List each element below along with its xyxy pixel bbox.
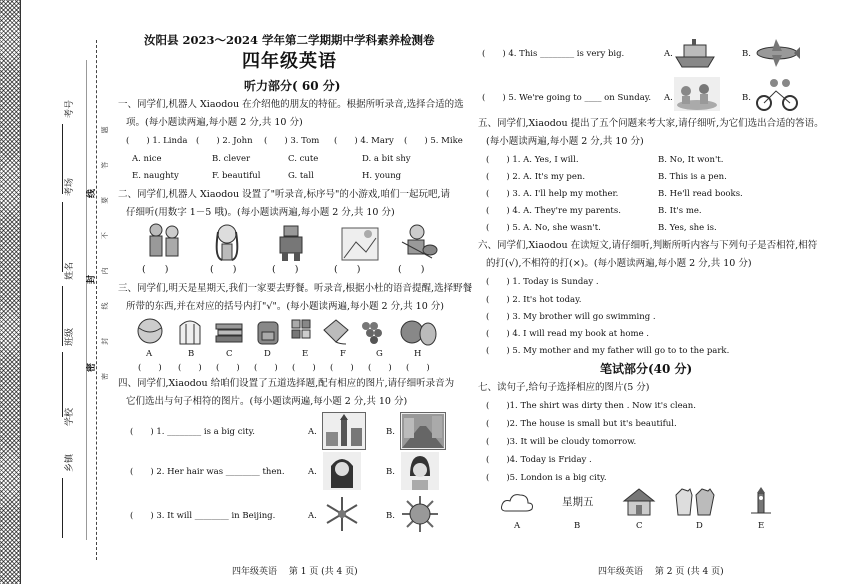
q3-letter-d: D — [264, 349, 271, 359]
q4-instruction: 四、同学们,Xiaodou 给咱们设置了五道选择题,配有相应的图片,请仔细听录音为 — [118, 378, 455, 389]
q4-item-3-a: A. — [308, 511, 317, 521]
q6-item-2[interactable]: ( ) 2. It's hot today. — [486, 295, 582, 305]
q1-option-b: B. clever — [212, 154, 251, 164]
q5-item-5-a[interactable]: ( ) 5. A. No, she wasn't. — [486, 223, 601, 233]
q5-item-5-b[interactable]: B. Yes, she is. — [658, 223, 717, 233]
q4-item-1[interactable]: ( ) 1. ________ is a big city. — [130, 427, 255, 437]
q3-letter-a: A — [146, 349, 153, 359]
q5-item-2-a[interactable]: ( ) 2. A. It's my pen. — [486, 172, 586, 182]
listening-header: 听力部分( 60 分) — [244, 79, 341, 93]
page-1-footer: 四年级英语 第 1 页 (共 4 页) — [232, 567, 358, 577]
q1-option-a: A. nice — [132, 154, 162, 164]
q7-letter-e: E — [758, 521, 765, 531]
ship-icon[interactable] — [674, 36, 716, 70]
q5-instruction-2: (每小题读两遍,每小题 2 分,共 10 分) — [486, 136, 644, 147]
q5-instruction: 五、同学们,Xiaodou 提出了五个问题来考大家,请仔细听,为它们选出合适的答语。 — [478, 118, 824, 129]
ball-icon — [138, 319, 162, 343]
q3-pictures — [136, 316, 456, 346]
q5-item-3-b[interactable]: B. He'll read books. — [658, 189, 743, 199]
q2-blank-5[interactable]: ( ) — [398, 264, 425, 275]
q1-name-5[interactable]: ( ) 5. Mike — [404, 136, 463, 146]
q6-instruction-2: 的打(√),不相符的打(×)。(每小题读两遍,每小题 2 分,共 10 分) — [486, 258, 752, 269]
q4-item-2-b: B. — [386, 467, 395, 477]
fruits-icon — [401, 321, 436, 345]
q3-instruction-2: 所带的东西,并在对应的括号内打"√"。(每小题读两遍,每小题 2 分,共 10 分) — [126, 301, 444, 312]
q3-letter-e: E — [302, 349, 309, 359]
field-class: 班级 — [65, 327, 75, 346]
exam-title: 汝阳县 2023～2024 学年第二学期期中学科素养检测卷 — [144, 33, 435, 47]
q3-letter-b: B — [188, 349, 195, 359]
q5-item-2-b[interactable]: B. This is a pen. — [658, 172, 727, 182]
q3-letter-c: C — [226, 349, 233, 359]
cloud-icon — [500, 490, 534, 516]
q3-blank-b[interactable]: ( ) — [178, 363, 202, 373]
field-township: 乡镇 — [65, 453, 75, 472]
q4-item-2-a: A. — [308, 467, 317, 477]
q5-item-3-a[interactable]: ( ) 3. A. I'll help my mother. — [486, 189, 619, 199]
q6-item-4[interactable]: ( ) 4. I will read my book at home . — [486, 329, 650, 339]
seal-char-mi: 密 — [87, 362, 97, 372]
q3-letter-f: F — [340, 349, 346, 359]
q1-option-e: E. naughty — [132, 171, 179, 181]
q3-letter-h: H — [414, 349, 422, 359]
q2-blank-1[interactable]: ( ) — [142, 264, 169, 275]
field-exam-room: 考场 — [65, 177, 75, 196]
page-2-footer: 四年级英语 第 2 页 (共 4 页) — [598, 567, 724, 577]
q7-item-3[interactable]: ( )3. It will be cloudy tomorrow. — [486, 437, 637, 447]
q4-item-1-b: B. — [386, 427, 395, 437]
seal-dotted-line — [96, 40, 97, 560]
shirts-icon — [674, 486, 716, 518]
q1-name-3[interactable]: ( ) 3. Tom — [264, 136, 320, 146]
q7-letter-b: B — [574, 521, 581, 531]
birdcage-icon — [180, 321, 200, 344]
q1-name-4[interactable]: ( ) 4. Mary — [334, 136, 394, 146]
q4-item-5[interactable]: ( ) 5. We're going to ____ on Sunday. — [482, 93, 652, 103]
park-scene-icon — [342, 228, 378, 260]
grapes-icon — [362, 322, 382, 344]
q7-letter-c: C — [636, 521, 643, 531]
page-1 — [112, 0, 472, 584]
q7-item-5[interactable]: ( )5. London is a big city. — [486, 473, 607, 483]
long-hair-girl-icon[interactable] — [322, 452, 362, 490]
plane-icon[interactable] — [754, 36, 800, 70]
picnic-scene-icon[interactable] — [674, 76, 720, 112]
field-name: 姓名 — [65, 261, 75, 280]
q4-item-4-b: B. — [742, 49, 751, 59]
q3-blank-d[interactable]: ( ) — [254, 363, 278, 373]
q4-item-2[interactable]: ( ) 2. Her hair was ________ then. — [130, 467, 285, 477]
q3-blank-f[interactable]: ( ) — [330, 363, 354, 373]
big-ben-icon — [748, 486, 774, 516]
friday-label: 星期五 — [562, 496, 594, 508]
q4-item-4[interactable]: ( ) 4. This ________ is very big. — [482, 49, 625, 59]
sun-icon[interactable] — [400, 494, 440, 534]
q3-blank-g[interactable]: ( ) — [368, 363, 392, 373]
q1-option-f: F. beautiful — [212, 171, 261, 181]
q4-instruction-2: 它们选出与句子相符的图片。(每小题读两遍,每小题 2 分,共 10 分) — [126, 396, 408, 407]
boy-guitar-icon — [402, 225, 437, 258]
q1-option-h: H. young — [362, 171, 402, 181]
q4-item-4-a: A. — [664, 49, 673, 59]
q5-item-4-b[interactable]: B. It's me. — [658, 206, 702, 216]
fill-line-exam-number[interactable] — [62, 124, 63, 194]
q1-instruction: 一、同学们,机器人 Xiaodou 在介绍他的朋友的特征。根据所听录音,选择合适的选 — [118, 99, 464, 110]
q4-item-3[interactable]: ( ) 3. It will ________ in Beijing. — [130, 511, 276, 521]
q1-option-g: G. tall — [288, 171, 314, 181]
q6-item-5[interactable]: ( ) 5. My mother and my father will go to to the park. — [486, 346, 730, 356]
q1-name-1[interactable]: ( ) 1. Linda — [126, 136, 188, 146]
q3-instruction: 三、同学们,明天是星期天,我们一家要去野餐。听录音,根据小杜的语音提醒,选择野餐 — [118, 283, 473, 294]
city-street-icon[interactable] — [400, 412, 446, 450]
q4-item-5-b: B. — [742, 93, 751, 103]
fill-line-class[interactable] — [62, 352, 63, 417]
q7-item-2[interactable]: ( )2. The house is small but it's beautiful. — [486, 419, 677, 429]
small-house-icon — [620, 486, 658, 518]
q2-pictures — [142, 222, 442, 264]
binding-strip — [0, 0, 108, 584]
q4-item-1-a: A. — [308, 427, 317, 437]
page-2 — [478, 0, 858, 584]
q7-letter-a: A — [514, 521, 521, 531]
fill-line-exam-room[interactable] — [62, 202, 63, 272]
fill-line-name[interactable] — [62, 286, 63, 346]
seal-note: 密 封 线 内 不 要 答 题 — [101, 113, 109, 380]
q1-option-c: C. cute — [288, 154, 319, 164]
q2-blank-3[interactable]: ( ) — [272, 264, 299, 275]
seal-char-xian: 线 — [87, 188, 97, 198]
q7-item-4[interactable]: ( )4. Today is Friday . — [486, 455, 592, 465]
q2-instruction-2: 仔细听(用数字 1－5 哦)。(每小题读两遍,每小题 2 分,共 10 分) — [126, 207, 395, 218]
q7-instruction: 七、读句子,给句子选择相应的图片(5 分) — [478, 382, 650, 393]
girl-long-hair-icon — [217, 225, 238, 260]
q3-blank-c[interactable]: ( ) — [216, 363, 240, 373]
city-tower-icon[interactable] — [322, 412, 366, 450]
kite-icon — [324, 320, 348, 344]
backpack-icon — [258, 322, 278, 344]
q7-item-1[interactable]: ( )1. The shirt was dirty then . Now it's clean. — [486, 401, 696, 411]
fill-line-township[interactable] — [62, 478, 63, 538]
q3-blank-e[interactable]: ( ) — [292, 363, 316, 373]
q2-instruction: 二、同学们,机器人 Xiaodou 设置了"听录音,标序号"的小游戏,咱们一起玩吧,请 — [118, 189, 450, 200]
q3-blank-a[interactable]: ( ) — [138, 363, 162, 373]
q6-item-1[interactable]: ( ) 1. Today is Sunday . — [486, 277, 599, 287]
subject-title: 四年级英语 — [242, 51, 337, 72]
q6-item-3[interactable]: ( ) 3. My brother will go swimming . — [486, 312, 656, 322]
q4-item-5-a: A. — [664, 93, 673, 103]
snowflake-icon[interactable] — [322, 494, 362, 534]
q2-blank-2[interactable]: ( ) — [210, 264, 237, 275]
q5-item-1-b[interactable]: B. No, It won't. — [658, 155, 724, 165]
field-school: 学校 — [65, 407, 75, 426]
q7-letter-d: D — [696, 521, 703, 531]
short-hair-girl-icon[interactable] — [400, 452, 440, 490]
binding-hatch — [0, 0, 20, 584]
food-icon — [292, 320, 310, 338]
q2-blank-4[interactable]: ( ) — [334, 264, 361, 275]
q4-item-3-b: B. — [386, 511, 395, 521]
seal-char-feng: 封 — [87, 274, 97, 284]
robot-icon — [280, 226, 302, 261]
q1-instruction-2: 项。(每小题读两遍,每小题 2 分,共 10 分) — [126, 117, 303, 128]
books-icon — [216, 324, 242, 342]
field-exam-number: 考号 — [65, 99, 75, 118]
q5-item-1-a[interactable]: ( ) 1. A. Yes, I will. — [486, 155, 579, 165]
q3-blank-h[interactable]: ( ) — [406, 363, 430, 373]
two-people-icon — [150, 224, 178, 256]
q1-option-d: D. a bit shy — [362, 154, 411, 164]
q6-instruction: 六、同学们,Xiaodou 在读短文,请仔细听,判断所听内容与下列句子是否相符,相符 — [478, 240, 818, 251]
q3-letter-g: G — [376, 349, 383, 359]
written-header: 笔试部分(40 分) — [600, 362, 693, 376]
bike-ride-icon[interactable] — [754, 76, 800, 112]
q5-item-4-a[interactable]: ( ) 4. A. They're my parents. — [486, 206, 621, 216]
q1-name-2[interactable]: ( ) 2. John — [196, 136, 253, 146]
